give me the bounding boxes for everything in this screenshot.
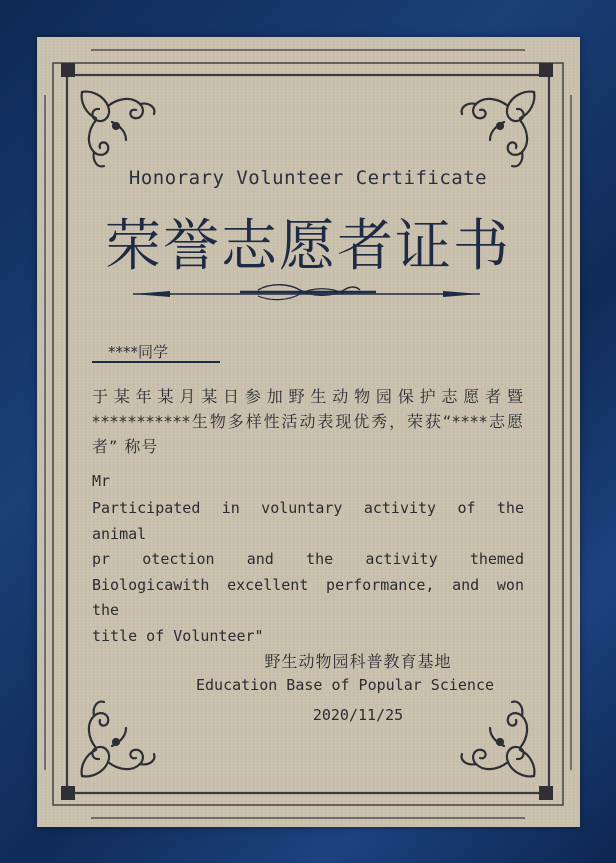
body-text-en [92, 496, 524, 649]
flourish-tr [462, 92, 535, 167]
issuer-name-en: Education Base of Popular Science [196, 676, 495, 694]
issuer-name-zh: 野生动物园科普教育基地 [264, 652, 452, 671]
body-en-line-2: pr otection and the activity themed [92, 550, 524, 568]
recipient-underline [92, 361, 220, 363]
certificate-title-zh: 荣誉志愿者证书 [105, 214, 511, 279]
body-en-line-3: Biologicawith excellent performance, and won the [92, 575, 524, 619]
body-en-line-4: title of Volunteer" [92, 626, 264, 645]
certificate-title-en: Honorary Volunteer Certificate [128, 167, 488, 189]
flourish-tl [82, 92, 155, 167]
corner-square-tl [61, 63, 75, 77]
corner-square-bl [61, 786, 75, 800]
body-text-zh: 于某年某月某日参加野生动物园保护志愿者暨***********生物多样性活动表现优秀，荣获“****志愿者” 称号 [92, 387, 524, 456]
recipient-name: ****同学 [108, 343, 169, 361]
title-divider [133, 285, 480, 300]
issue-date: 2020/11/25 [312, 706, 404, 724]
body-en-line-1: Participated in voluntary activity of the animal [92, 499, 524, 543]
corner-square-br [539, 786, 553, 800]
corner-square-tr [539, 63, 553, 77]
salutation-en: Mr [92, 472, 111, 490]
